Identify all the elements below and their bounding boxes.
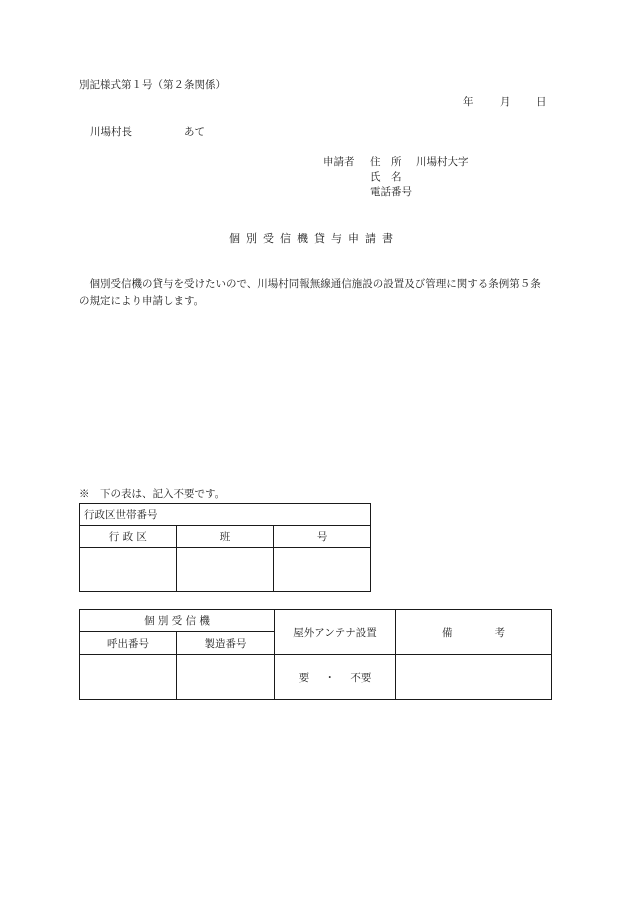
serial-number-cell <box>177 655 275 700</box>
antenna-header: 屋外アンテナ設置 <box>275 610 396 655</box>
antenna-option-separator: ・ <box>324 671 335 684</box>
table-note: ※ 下の表は、記入不要です。 <box>79 488 226 500</box>
name-label: 氏 名 <box>370 171 402 183</box>
call-number-header: 呼出番号 <box>80 632 177 655</box>
addressee-suffix: あて <box>184 126 205 138</box>
receiver-group-header: 個 別 受 信 機 <box>80 610 275 632</box>
receiver-table <box>79 609 552 700</box>
antenna-options-cell <box>275 655 396 700</box>
column-group: 班 <box>176 526 274 548</box>
column-number: 号 <box>274 526 371 548</box>
remarks-cell <box>396 655 552 700</box>
column-district: 行 政 区 <box>80 526 177 548</box>
remarks-header: 備 考 <box>396 610 552 655</box>
antenna-not-required-option: 不要 <box>350 671 372 684</box>
household-number-header: 行政区世帯番号 <box>80 504 371 526</box>
applicant-label: 申請者 <box>323 156 355 168</box>
household-number-table <box>79 503 371 592</box>
form-number: 別記様式第１号（第２条関係） <box>79 79 226 91</box>
addressee-name: 川場村長 <box>90 126 132 138</box>
date-year-label: 年 <box>463 96 474 108</box>
district-cell <box>80 548 177 592</box>
application-body-text: 個別受信機の貸与を受けたいので、川場村同報無線通信施設の設置及び管理に関する条例第５条の規定により申請します。 <box>79 278 541 307</box>
date-day-label: 日 <box>536 96 547 108</box>
phone-label: 電話番号 <box>370 186 412 198</box>
serial-number-header: 製造番号 <box>177 632 275 655</box>
document-title: 個別受信機貸与申請書 <box>229 232 399 245</box>
call-number-cell <box>80 655 177 700</box>
number-cell <box>274 548 371 592</box>
address-label: 住 所 <box>370 156 402 168</box>
group-cell <box>176 548 274 592</box>
antenna-required-option: 要 <box>298 671 310 684</box>
date-month-label: 月 <box>500 96 511 108</box>
address-value: 川場村大字 <box>416 156 469 168</box>
